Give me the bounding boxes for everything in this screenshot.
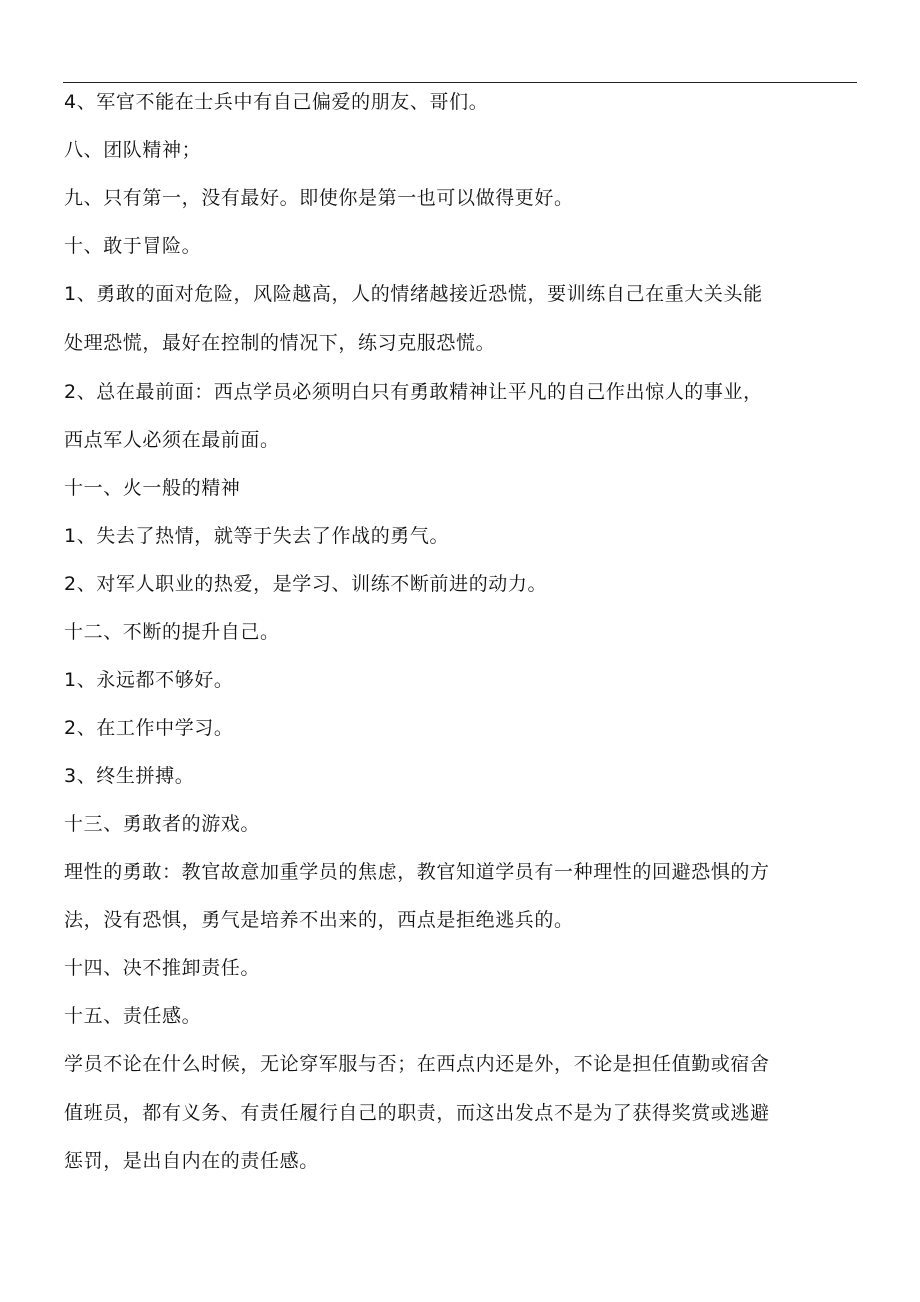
section-heading: 十五、责任感。 (64, 1005, 202, 1027)
text-line: 3、终生拼搏。 (64, 765, 195, 787)
text-line: 处理恐慌，最好在控制的情况下，练习克服恐慌。 (64, 332, 496, 354)
section-heading: 十四、决不推卸责任。 (64, 957, 261, 979)
section-heading: 八、团队精神； (64, 139, 202, 161)
text-line: 1、失去了热情，就等于失去了作战的勇气。 (64, 525, 450, 547)
text-line: 4、军官不能在士兵中有自己偏爱的朋友、哥们。 (64, 91, 489, 113)
text-line: 2、在工作中学习。 (64, 717, 234, 739)
text-line: 值班员，都有义务、有责任履行自己的职责，而这出发点不是为了获得奖赏或逃避 (64, 1102, 770, 1124)
section-heading: 十一、火一般的精神 (64, 477, 241, 499)
text-line: 学员不论在什么时候，无论穿军服与否；在西点内还是外，不论是担任值勤或宿舍 (64, 1053, 770, 1075)
text-line: 法，没有恐惧，勇气是培养不出来的，西点是拒绝逃兵的。 (64, 909, 574, 931)
header-rule (63, 82, 857, 83)
section-heading: 十、敢于冒险。 (64, 235, 202, 257)
text-line: 西点军人必须在最前面。 (64, 429, 280, 451)
text-line: 2、对军人职业的热爱，是学习、训练不断前进的动力。 (64, 573, 548, 595)
text-line: 2、总在最前面：西点学员必须明白只有勇敢精神让平凡的自己作出惊人的事业， (64, 381, 763, 403)
document-body (64, 88, 854, 1173)
section-heading: 十二、不断的提升自己。 (64, 621, 280, 643)
text-line: 惩罚，是出自内在的责任感。 (64, 1150, 319, 1172)
text-line: 理性的勇敢：教官故意加重学员的焦虑，教官知道学员有一种理性的回避恐惧的方 (64, 861, 770, 883)
section-heading: 九、只有第一，没有最好。即使你是第一也可以做得更好。 (64, 187, 574, 209)
text-line: 1、永远都不够好。 (64, 669, 234, 691)
text-line: 1、勇敢的面对危险，风险越高，人的情绪越接近恐慌，要训练自己在重大关头能 (64, 283, 763, 305)
section-heading: 十三、勇敢者的游戏。 (64, 813, 261, 835)
